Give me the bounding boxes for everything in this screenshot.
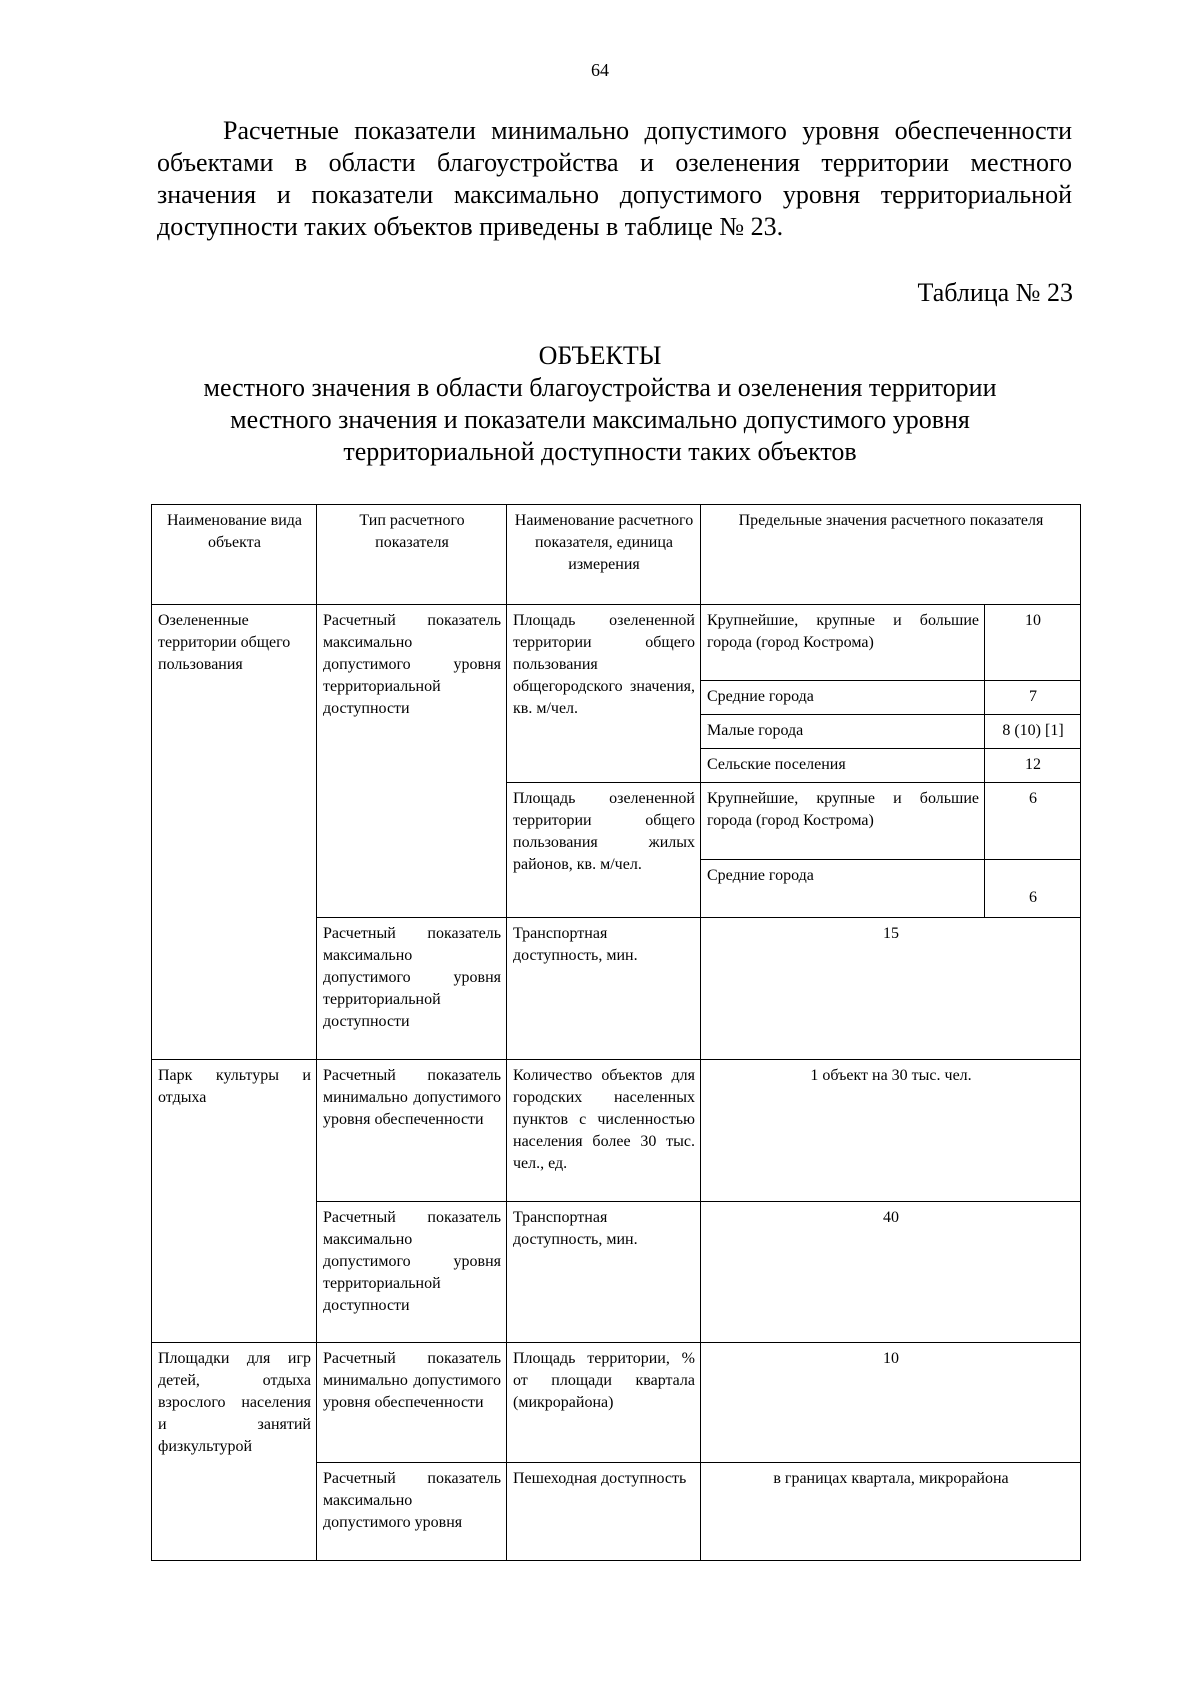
cell-limit-value: 40: [701, 1202, 1081, 1343]
header-limit-values: Предельные значения расчетного показателя: [701, 505, 1081, 605]
intro-text: Расчетные показатели минимально допустимого уровня обеспеченности объектами в области благоустройства и озеленения территории местного значения и показатели максимально допустимого уровня территориальной доступности таких объектов приведены в таблице № 23.: [157, 116, 1072, 241]
cell-limit-value: в границах квартала, микрорайона: [701, 1463, 1081, 1561]
cell-indicator-type: Расчетный показатель минимально допустимого уровня обеспеченности: [317, 1060, 507, 1202]
cell-indicator-type: Расчетный показатель максимально допустимого уровня территориальной доступности: [317, 605, 507, 918]
header-object-type: Наименование вида объекта: [152, 505, 317, 605]
caption-line: местного значения и показатели максимально допустимого уровня: [230, 405, 970, 434]
caption-line: территориальной доступности таких объектов: [343, 437, 857, 466]
cell-indicator-type: Расчетный показатель максимально допустимого уровня территориальной доступности: [317, 1202, 507, 1343]
cell-limit-value: 6: [985, 860, 1081, 918]
norms-table: [151, 504, 1081, 1561]
cell-limit-value: 8 (10) [1]: [985, 715, 1081, 749]
cell-indicator-type: Расчетный показатель минимально допустимого уровня обеспеченности: [317, 1343, 507, 1463]
caption-line: местного значения в области благоустройства и озеленения территории: [203, 373, 997, 402]
cell-limit-value: 1 объект на 30 тыс. чел.: [701, 1060, 1081, 1202]
header-indicator-name: Наименование расчетного показателя, единица измерения: [507, 505, 701, 605]
cell-indicator-name: Количество объектов для городских населенных пунктов с численностью населения более 30 тыс. чел., ед.: [507, 1060, 701, 1202]
cell-settlement-category: Средние города: [701, 860, 985, 918]
cell-indicator-name: Транспортная доступность, мин.: [507, 918, 701, 1060]
table-label: Таблица № 23: [917, 278, 1073, 307]
cell-indicator-type: Расчетный показатель максимально допустимого уровня территориальной доступности: [317, 918, 507, 1060]
cell-indicator-type: Расчетный показатель максимально допустимого уровня: [317, 1463, 507, 1561]
table-row: [152, 605, 1081, 681]
header-indicator-type: Тип расчетного показателя: [317, 505, 507, 605]
cell-limit-value: 15: [701, 918, 1081, 1060]
cell-settlement-category: Малые города: [701, 715, 985, 749]
table-row: [152, 1343, 1081, 1463]
cell-object-name: Озелененные территории общего пользования: [152, 605, 317, 1060]
cell-limit-value: 12: [985, 749, 1081, 783]
cell-limit-value: 7: [985, 681, 1081, 715]
cell-indicator-name: Площадь озелененной территории общего пользования жилых районов, кв. м/чел.: [507, 783, 701, 918]
table-header-row: [152, 505, 1081, 605]
intro-paragraph: [157, 115, 1072, 243]
page-number: 64: [591, 60, 609, 80]
cell-indicator-name: Площадь территории, % от площади квартала (микрорайона): [507, 1343, 701, 1463]
cell-settlement-category: Сельские поселения: [701, 749, 985, 783]
table-caption: [130, 340, 1070, 468]
caption-title: ОБЪЕКТЫ: [538, 341, 662, 370]
cell-indicator-name: Площадь озелененной территории общего пользования общегородского значения, кв. м/чел.: [507, 605, 701, 783]
cell-object-name: Парк культуры и отдыха: [152, 1060, 317, 1343]
cell-indicator-name: Пешеходная доступность: [507, 1463, 701, 1561]
cell-settlement-category: Крупнейшие, крупные и большие города (город Кострома): [701, 783, 985, 860]
cell-settlement-category: Средние города: [701, 681, 985, 715]
cell-limit-value: 6: [985, 783, 1081, 860]
cell-indicator-name: Транспортная доступность, мин.: [507, 1202, 701, 1343]
cell-limit-value: 10: [985, 605, 1081, 681]
cell-object-name: Площадки для игр детей, отдыха взрослого населения и занятий физкультурой: [152, 1343, 317, 1561]
cell-settlement-category: Крупнейшие, крупные и большие города (город Кострома): [701, 605, 985, 681]
cell-limit-value: 10: [701, 1343, 1081, 1463]
table-row: [152, 1060, 1081, 1202]
